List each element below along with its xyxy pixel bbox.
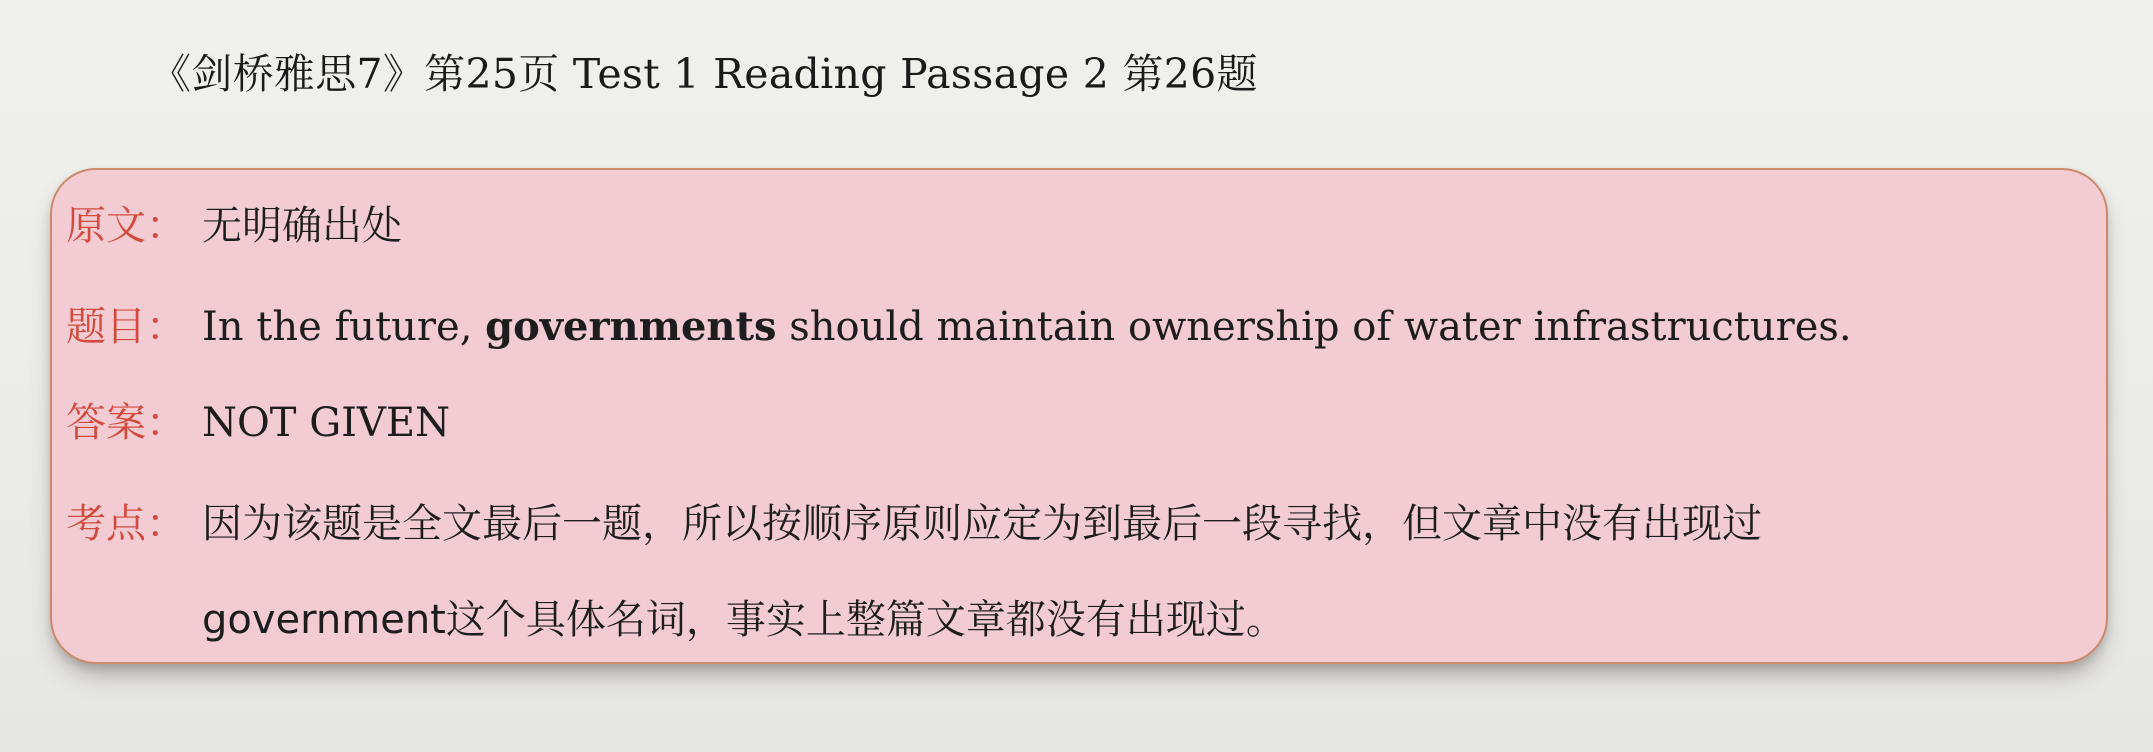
question-text-after: should maintain ownership of water infrastructures.	[776, 304, 1852, 350]
question-label: 题目：	[66, 304, 186, 350]
page-title: 《剑桥雅思7》第25页 Test 1 Reading Passage 2 第26题	[150, 50, 1258, 98]
test-point-row	[66, 476, 2002, 668]
source-label: 原文：	[66, 203, 186, 249]
question-row	[66, 279, 1852, 375]
source-row	[66, 178, 402, 274]
source-value: 无明确出处	[202, 203, 402, 249]
question-keyword: governments	[485, 303, 777, 350]
answer-row	[66, 375, 450, 471]
question-text	[202, 279, 1852, 375]
test-point-text: 因为该题是全文最后一题，所以按顺序原则应定为到最后一段寻找，但文章中没有出现过government这个具体名词，事实上整篇文章都没有出现过。	[202, 501, 1762, 643]
answer-value: NOT GIVEN	[202, 400, 451, 446]
answer-label: 答案：	[66, 400, 186, 446]
question-text-before: In the future,	[202, 304, 486, 350]
test-point-label: 考点：	[66, 501, 186, 547]
